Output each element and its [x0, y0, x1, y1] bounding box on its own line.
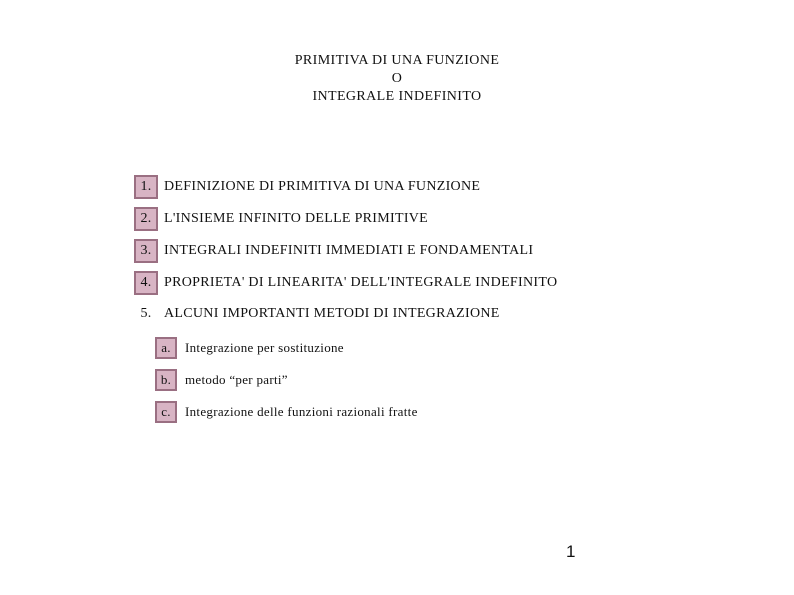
toc-subitem-letter-button[interactable]: b. — [155, 369, 177, 391]
toc-item-number-button[interactable]: 4. — [134, 271, 158, 295]
toc-item-3[interactable] — [134, 239, 533, 263]
toc-item-number-button[interactable]: 2. — [134, 207, 158, 231]
toc-item-label[interactable]: DEFINIZIONE DI PRIMITIVA DI UNA FUNZIONE — [164, 179, 481, 194]
toc-item-number: 5. — [140, 306, 152, 321]
toc-item-label[interactable]: PROPRIETA' DI LINEARITA' DELL'INTEGRALE INDEFINITO — [164, 275, 558, 290]
title-line-3: INTEGRALE INDEFINITO — [312, 89, 482, 104]
page-number: 1 — [566, 542, 576, 561]
toc-item-number-button[interactable]: 3. — [134, 239, 158, 263]
toc-subitem-label[interactable]: metodo “per parti” — [185, 372, 288, 387]
title-line-2: O — [391, 71, 403, 86]
title-line-1: PRIMITIVA DI UNA FUNZIONE — [294, 53, 500, 68]
toc-subitem-letter-button[interactable]: c. — [155, 401, 177, 423]
toc-item-label[interactable]: L'INSIEME INFINITO DELLE PRIMITIVE — [164, 211, 429, 226]
toc-subitem-letter-button[interactable]: a. — [155, 337, 177, 359]
toc-subitem-a[interactable] — [155, 337, 344, 359]
toc-item-number-button[interactable]: 1. — [134, 175, 158, 199]
toc-item-label[interactable]: INTEGRALI INDEFINITI IMMEDIATI E FONDAMENTALI — [164, 243, 534, 258]
page-title — [0, 52, 794, 106]
toc-subitem-b[interactable] — [155, 369, 288, 391]
toc-item-4[interactable] — [134, 271, 557, 295]
toc-subitem-label[interactable]: Integrazione per sostituzione — [185, 340, 344, 355]
toc-item-2[interactable] — [134, 207, 428, 231]
toc-item-label: ALCUNI IMPORTANTI METODI DI INTEGRAZIONE — [164, 306, 500, 321]
toc-item-1[interactable] — [134, 175, 480, 199]
toc-item-5 — [134, 306, 500, 322]
toc-subitem-c[interactable] — [155, 401, 418, 423]
toc-subitem-label[interactable]: Integrazione delle funzioni razionali fratte — [185, 404, 418, 419]
